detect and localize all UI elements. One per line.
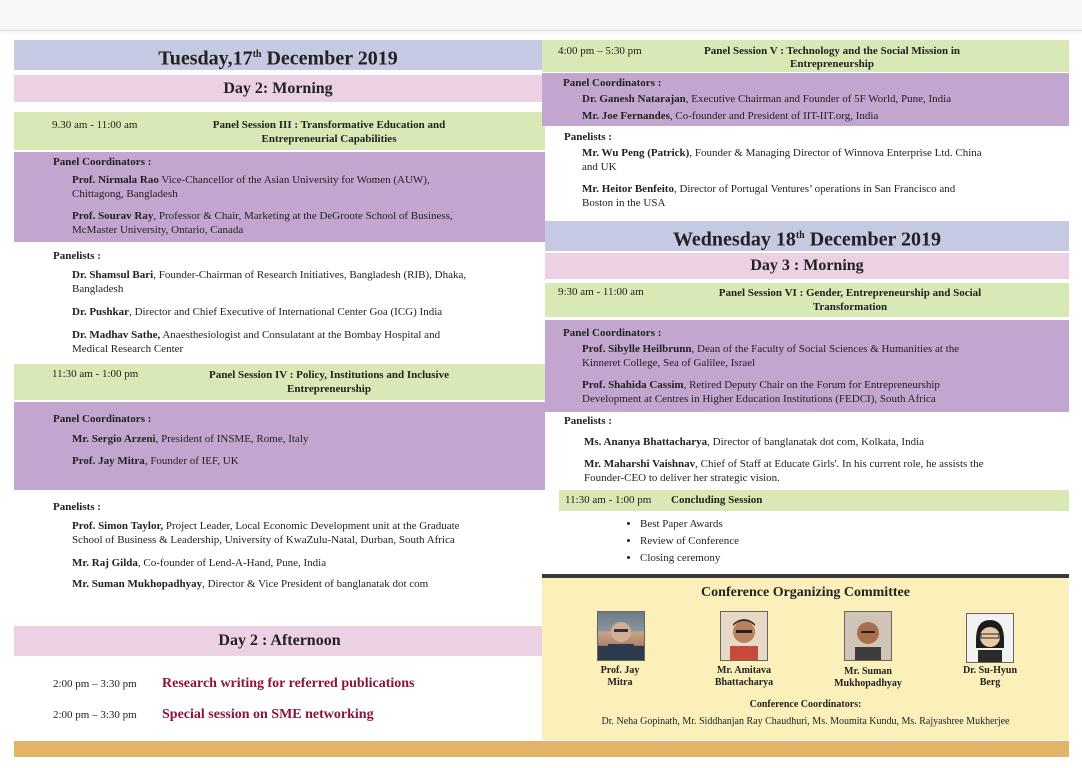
concluding-bar: [559, 490, 1069, 511]
day3-morning-label: Day 3 : Morning: [545, 253, 1069, 279]
coordinator-entry: Prof. Nirmala Rao Vice-Chancellor of the Asian University for Women (AUW), Chittagong, Bangladesh: [72, 174, 430, 200]
committee-box: [542, 578, 1069, 740]
session5-title: Panel Session V : Technology and the Social Mission in Entrepreneurship: [703, 45, 960, 70]
list-item: • Best Paper Awards: [640, 516, 739, 533]
coordinators-label: Panel Coordinators :: [53, 156, 152, 168]
panelist-entry: Dr. Pushkar, Director and Chief Executive of International Center Goa (ICG) India: [72, 306, 443, 318]
session5-coordinators-box: [542, 73, 1069, 126]
afternoon-title: Research writing for referred publications: [162, 676, 415, 691]
coordinator-entry: Mr. Sergio Arzeni, President of INSME, Rome, Italy: [72, 433, 309, 445]
session3-title: Panel Session III : Transformative Education and Entrepreneurial Capabilities: [212, 119, 446, 145]
panelist-entry: Ms. Ananya Bhattacharya, Director of banglanatak dot com, Kolkata, India: [584, 436, 925, 448]
afternoon-item: [53, 705, 533, 723]
session6-bar: [545, 283, 1069, 317]
panelists-label: Panelists :: [564, 131, 612, 143]
concluding-list: [622, 516, 739, 567]
panelist-entry: Mr. Maharshi Vaishnav, Chief of Staff at Educate Girls'. In his current role, he assists the Founder-CEO to deliver her strategic vision.: [584, 458, 984, 484]
panelist-entry: Mr. Heitor Benfeito, Director of Portugal Ventures’ operations in San Francisco and Boston in the USA: [582, 183, 956, 209]
session6-time: 9:30 am - 11:00 am: [558, 286, 644, 298]
session3-coordinators-box: [14, 152, 545, 242]
coordinators-label: Panel Coordinators :: [563, 327, 662, 339]
committee-title: Conference Organizing Committee: [701, 585, 910, 600]
session3-bar: [14, 112, 545, 150]
coordinators-label: Panel Coordinators :: [563, 77, 662, 89]
avatar: [966, 613, 1014, 663]
day2-afternoon-label: Day 2 : Afternoon: [14, 626, 545, 656]
panelist-entry: Mr. Suman Mukhopadhyay, Director & Vice President of banglanatak dot com: [72, 578, 429, 590]
coordinator-entry: Prof. Shahida Cassim, Retired Deputy Chair on the Forum for Entrepreneurship Development at Centres in Higher Education Institutions (FEDCI), South Africa: [582, 379, 940, 405]
avatar: [844, 611, 892, 661]
panelists-label: Panelists :: [53, 501, 101, 513]
afternoon-item: [53, 674, 533, 692]
panelist-entry: Mr. Raj Gilda, Co-founder of Lend-A-Hand, Pune, India: [72, 557, 327, 569]
afternoon-time: 2:00 pm – 3:30 pm: [53, 678, 137, 690]
coordinator-entry: Prof. Jay Mitra, Founder of IEF, UK: [72, 455, 239, 467]
panelist-entry: Dr. Shamsul Bari, Founder-Chairman of Research Initiatives, Bangladesh (RIB), Dhaka, Bangladesh: [72, 269, 467, 295]
concluding-title: Concluding Session: [671, 494, 763, 506]
day2-morning-label: Day 2: Morning: [14, 75, 542, 102]
committee-member-name: Dr. Su-Hyun Berg: [962, 665, 1018, 688]
session5-bar: [542, 40, 1069, 72]
footer-bar: [14, 741, 1069, 757]
coordinator-entry: Dr. Ganesh Natarajan, Executive Chairman and Founder of 5F World, Pune, India: [582, 93, 952, 105]
wednesday-heading: Wednesday 18th December 2019: [545, 221, 1069, 251]
session4-bar: [14, 364, 545, 400]
list-item: • Review of Conference: [640, 533, 739, 550]
session4-time: 11:30 am - 1:00 pm: [52, 368, 139, 380]
committee-member-name: Mr. Suman Mukhopadhyay: [834, 666, 902, 689]
tuesday-heading: Tuesday,17th December 2019: [14, 40, 542, 70]
window-top-strip: [0, 0, 1082, 34]
coordinators-label: Panel Coordinators :: [53, 413, 152, 425]
afternoon-time: 2:00 pm – 3:30 pm: [53, 709, 137, 721]
panelists-label: Panelists :: [53, 250, 101, 262]
session6-title: Panel Session VI : Gender, Entrepreneurship and Social Transformation: [718, 287, 982, 313]
conference-coordinators-label: Conference Coordinators:: [749, 699, 862, 710]
session3-time: 9.30 am - 11:00 am: [52, 119, 138, 131]
panelist-entry: Dr. Madhav Sathe, Anaesthesiologist and Consulatant at the Bombay Hospital and Medical Research Center: [72, 329, 441, 355]
page-edge: [0, 30, 1082, 31]
coordinator-entry: Prof. Sibylle Heilbrunn, Dean of the Faculty of Social Sciences & Humanities at the Kinneret College, Sea of Galilee, Israel: [582, 343, 960, 369]
concluding-time: 11:30 am - 1:00 pm: [565, 494, 652, 506]
session4-title: Panel Session IV : Policy, Institutions and Inclusive Entrepreneurship: [208, 369, 449, 395]
session5-time: 4:00 pm – 5:30 pm: [558, 45, 642, 57]
conference-coordinators-names: Dr. Neha Gopinath, Mr. Siddhanjan Ray Chaudhuri, Ms. Moumita Kundu, Ms. Rajyashree Mukherjee: [601, 716, 1010, 727]
panelist-entry: Prof. Simon Taylor, Project Leader, Local Economic Development unit at the Graduate School of Business & Leadership, University of KwaZulu-Natal, Durban, South Africa: [72, 520, 460, 546]
avatar: [597, 611, 645, 661]
panelists-label: Panelists :: [564, 415, 612, 427]
avatar: [720, 611, 768, 661]
panelist-entry: Mr. Wu Peng (Patrick), Founder & Managing Director of Winnova Enterprise Ltd. China and UK: [582, 147, 982, 173]
list-item: • Closing ceremony: [640, 550, 739, 567]
session6-coordinators-box: [545, 320, 1069, 412]
committee-member-name: Prof. Jay Mitra: [600, 665, 640, 688]
coordinator-entry: Mr. Joe Fernandes, Co-founder and President of IIT-IIT.org, India: [582, 110, 879, 122]
committee-member-name: Mr. Amitava Bhattacharya: [714, 665, 774, 688]
session4-coordinators-box: [14, 402, 545, 490]
coordinator-entry: Prof. Sourav Ray, Professor & Chair, Marketing at the DeGroote School of Business, McMaster University, Ontario, Canada: [72, 210, 453, 236]
afternoon-title: Special session on SME networking: [162, 707, 374, 722]
